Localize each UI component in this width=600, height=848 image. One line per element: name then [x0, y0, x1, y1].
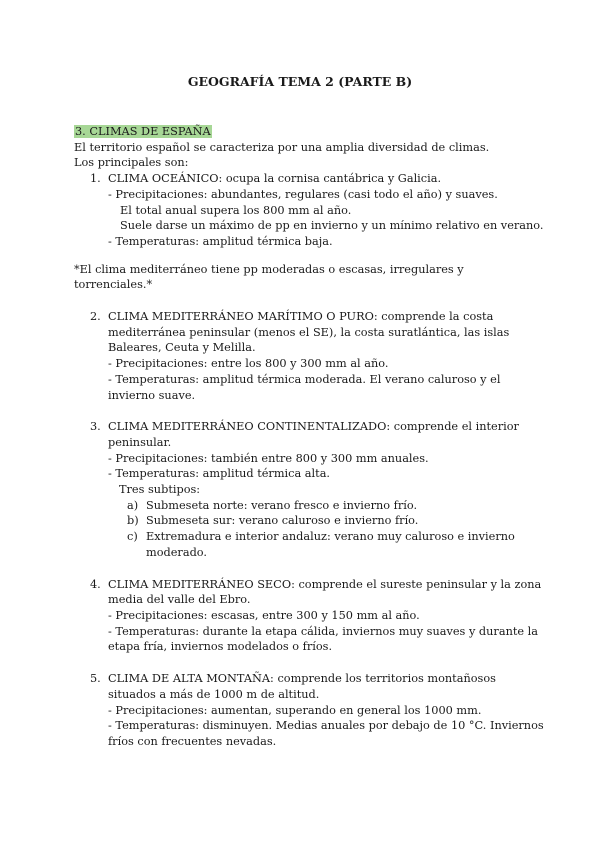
- list-number: 3.: [90, 420, 101, 434]
- list-number: 2.: [90, 310, 101, 324]
- item-precipitation-detail-1: El total anual supera los 800 mm al año.: [120, 203, 352, 217]
- list-number: 5.: [90, 672, 101, 686]
- subtype-letter: c): [127, 530, 138, 544]
- list-item-5: [74, 671, 544, 750]
- list-item-2: [74, 309, 544, 403]
- section-heading-highlight: 3. CLIMAS DE ESPAÑA: [75, 125, 211, 138]
- item-heading: CLIMA OCEÁNICO: ocupa la cornisa cantábrica y Galicia.: [108, 172, 442, 186]
- document-body: [74, 124, 544, 750]
- item-precipitation: - Precipitaciones: escasas, entre 300 y 150 mm al año.: [108, 608, 420, 622]
- subtype-c: [74, 529, 544, 560]
- item-precipitation-detail-2: Suele darse un máximo de pp en invierno y un mínimo relativo en verano.: [120, 219, 544, 233]
- subtype-text: Submeseta norte: verano fresco e invierno frío.: [146, 498, 418, 512]
- list-item-3: [74, 419, 544, 482]
- item-heading: CLIMA MEDITERRÁNEO SECO: comprende el sureste peninsular y la zona media del valle del Ebro.: [108, 577, 542, 607]
- item-temperature: - Temperaturas: disminuyen. Medias anuales por debajo de 10 °C. Inviernos fríos con frecuentes nevadas.: [108, 719, 544, 748]
- subtypes-label: Tres subtipos:: [119, 483, 201, 497]
- item-temperature: - Temperaturas: amplitud térmica alta.: [108, 467, 331, 481]
- subtype-a: [74, 498, 544, 514]
- subtype-letter: a): [127, 498, 139, 512]
- item-precipitation: - Precipitaciones: abundantes, regulares (casi todo el año) y suaves.: [108, 187, 498, 201]
- item-temperature: - Temperaturas: amplitud térmica moderada. El verano caluroso y el invierno suave.: [108, 372, 501, 402]
- item-temperature: - Temperaturas: durante la etapa cálida, inviernos muy suaves y durante la etapa fría, inviernos modelados o fríos.: [108, 624, 539, 654]
- subtype-letter: b): [127, 514, 139, 528]
- item-heading: CLIMA MEDITERRÁNEO MARÍTIMO O PURO: comprende la costa mediterránea peninsular (menos el SE), la costa suratlántica, las islas Baleares, Ceuta y Melilla.: [108, 310, 510, 355]
- item-heading: CLIMA DE ALTA MONTAÑA: comprende los territorios montañosos situados a más de 1000 m de altitud.: [108, 672, 496, 701]
- subtype-text: Extremadura e interior andaluz: verano muy caluroso e invierno moderado.: [146, 530, 515, 559]
- item-precipitation: - Precipitaciones: también entre 800 y 300 mm anuales.: [108, 451, 429, 465]
- list-number: 1.: [90, 172, 101, 186]
- item-precipitation: - Precipitaciones: aumentan, superando en general los 1000 mm.: [108, 703, 482, 717]
- list-number: 4.: [90, 577, 101, 591]
- list-item-4: [74, 577, 544, 656]
- mediterranean-note: *El clima mediterráneo tiene pp moderadas o escasas, irregulares y torrenciales.*: [74, 262, 464, 292]
- subtype-b: [74, 513, 544, 529]
- section-heading: [74, 124, 544, 140]
- item-precipitation: - Precipitaciones: entre los 800 y 300 mm al año.: [108, 357, 389, 371]
- intro-line-2: Los principales son:: [74, 156, 189, 170]
- item-temperature: - Temperaturas: amplitud térmica baja.: [108, 234, 333, 248]
- list-item-1: [74, 171, 544, 187]
- item-heading: CLIMA MEDITERRÁNEO CONTINENTALIZADO: comprende el interior peninsular.: [108, 420, 519, 449]
- intro-line-1: El territorio español se caracteriza por una amplia diversidad de climas.: [74, 140, 490, 154]
- subtype-text: Submeseta sur: verano caluroso e invierno frío.: [146, 514, 419, 528]
- page-title: GEOGRAFÍA TEMA 2 (PARTE B): [187, 74, 413, 89]
